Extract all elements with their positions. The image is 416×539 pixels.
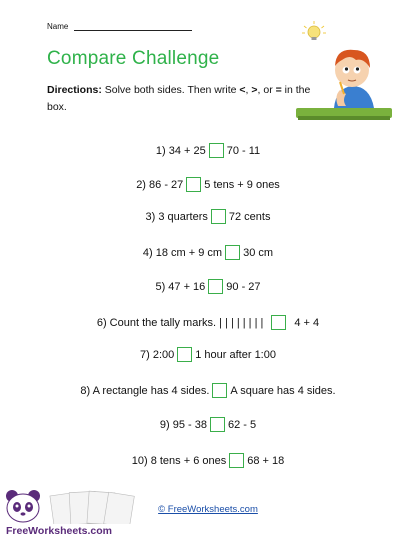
problem-left: 3) 3 quarters (145, 210, 208, 223)
problem-right: 5 tens + 9 ones (204, 178, 280, 191)
answer-box[interactable] (212, 383, 227, 398)
problem-left: 2) 86 - 27 (136, 178, 184, 191)
directions-label: Directions: (47, 84, 102, 96)
directions-text-1: Solve both sides. Then write (101, 84, 240, 96)
problem-8 (0, 383, 416, 398)
student-thinking-illustration (294, 20, 394, 125)
problem-right: A square has 4 sides. (230, 384, 336, 397)
problem-left: 10) 8 tens + 6 ones (131, 454, 227, 467)
problem-9 (0, 417, 416, 432)
answer-box[interactable] (209, 143, 224, 158)
problem-left: 9) 95 - 38 (159, 418, 207, 431)
problem-left: 6) Count the tally marks. | | | | | | | | (96, 316, 264, 329)
problem-2 (0, 177, 416, 192)
directions-text-2: in the box. (47, 84, 311, 113)
footer-link[interactable]: © FreeWorksheets.com (158, 504, 258, 515)
problem-left: 7) 2:00 (140, 348, 175, 361)
problem-right: 4 + 4 (294, 316, 320, 329)
page-title: Compare Challenge (47, 48, 220, 69)
problem-right: 70 - 11 (226, 144, 261, 157)
answer-box[interactable] (211, 209, 226, 224)
problem-3 (0, 209, 416, 224)
answer-box[interactable] (208, 279, 223, 294)
problem-7 (0, 347, 416, 362)
problem-6 (0, 315, 416, 330)
problem-left: 1) 34 + 25 (155, 144, 206, 157)
logo-text: FreeWorksheets.com (6, 525, 113, 537)
comma-2: , or (257, 84, 276, 96)
problem-left: 4) 18 cm + 9 cm (142, 246, 223, 259)
answer-box[interactable] (186, 177, 201, 192)
problem-right: 62 - 5 (227, 418, 257, 431)
answer-box[interactable] (225, 245, 240, 260)
problem-right: 68 + 18 (247, 454, 285, 467)
greater-than-symbol: > (251, 84, 258, 96)
answer-box[interactable] (210, 417, 225, 432)
lightbulb-icon (302, 21, 326, 40)
answer-box[interactable] (177, 347, 192, 362)
problem-right: 90 - 27 (226, 280, 261, 293)
name-row (47, 22, 192, 31)
less-than-symbol: < (239, 84, 246, 96)
comma-1: , (245, 84, 252, 96)
problem-right: 30 cm (243, 246, 274, 259)
problem-right: 72 cents (228, 210, 271, 223)
problem-1 (0, 143, 416, 158)
answer-box[interactable] (229, 453, 244, 468)
name-line[interactable] (74, 22, 192, 31)
answer-box[interactable] (271, 315, 286, 330)
problem-right: 1 hour after 1:00 (195, 348, 276, 361)
problem-4 (0, 245, 416, 260)
directions (47, 82, 312, 116)
problem-5 (0, 279, 416, 294)
equals-symbol: = (275, 84, 282, 96)
name-label: Name (47, 22, 69, 31)
problem-10 (0, 453, 416, 468)
problem-left: 5) 47 + 16 (155, 280, 206, 293)
problem-left: 8) A rectangle has 4 sides. (80, 384, 210, 397)
